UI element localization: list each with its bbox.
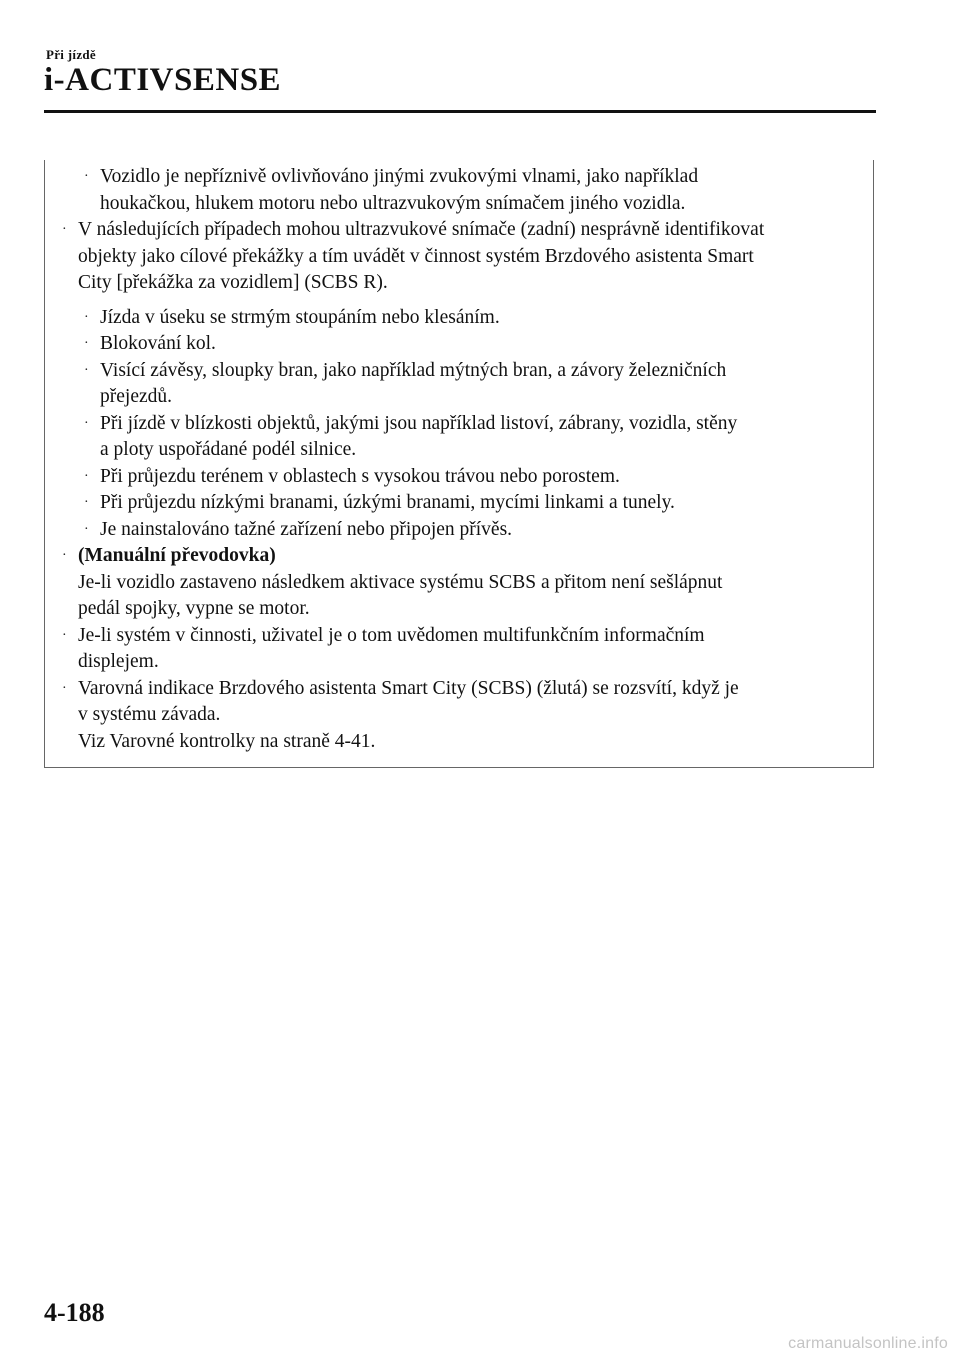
list-item xyxy=(56,217,866,297)
sub-list-item xyxy=(56,411,866,464)
bullet-icon: · xyxy=(84,309,89,325)
note-content xyxy=(56,164,866,755)
item-text-line: Při jízdě v blízkosti objektů, jakými jsou například listoví, zábrany, vozidla, stěny xyxy=(100,412,738,434)
list-item xyxy=(56,623,866,676)
chapter-title: i-ACTIVSENSE xyxy=(44,62,282,98)
sub-list-item xyxy=(56,358,866,411)
item-text-line: displejem. xyxy=(78,651,159,672)
item-heading: (Manuální převodovka) xyxy=(78,545,276,566)
item-text-line: Varovná indikace Brzdového asistenta Smart City (SCBS) (žlutá) se rozsvítí, když je xyxy=(78,677,739,699)
bullet-icon: · xyxy=(84,415,89,431)
sub-list-item xyxy=(56,331,866,358)
bullet-icon: · xyxy=(62,222,67,237)
bullet-icon: · xyxy=(84,169,89,184)
bullet-icon: · xyxy=(62,627,67,643)
sub-list-item xyxy=(56,164,866,217)
item-text-line: a ploty uspořádané podél silnice. xyxy=(100,439,357,460)
item-text-line: v systému závada. xyxy=(78,704,221,725)
bullet-icon: · xyxy=(84,362,89,378)
bullet-icon: · xyxy=(84,495,89,510)
item-text-line: Jízda v úseku se strmým stoupáním nebo klesáním. xyxy=(100,306,500,328)
item-text-line: Je-li systém v činnosti, uživatel je o tom uvědomen multifunkčním informačním xyxy=(78,624,705,646)
sub-list-item xyxy=(56,490,866,517)
bullet-icon: · xyxy=(84,468,89,484)
sub-list-item xyxy=(56,464,866,491)
item-text-line: Vozidlo je nepříznivě ovlivňováno jinými zvukovými vlnami, jako například xyxy=(100,166,699,187)
sub-list-item xyxy=(56,305,866,332)
item-text-line: Je nainstalováno tažné zařízení nebo připojen přívěs. xyxy=(100,518,513,540)
sub-list-item xyxy=(56,517,866,544)
list-item xyxy=(56,543,866,623)
list-item xyxy=(56,676,866,756)
watermark: carmanualsonline.info xyxy=(788,1335,948,1352)
item-text-line: City [překážka za vozidlem] (SCBS R). xyxy=(78,272,388,293)
item-text-line: Viz Varovné kontrolky na straně 4-41. xyxy=(78,730,376,752)
section-label: Při jízdě xyxy=(46,47,96,62)
item-text-line: Visící závěsy, sloupky bran, jako například mýtných bran, a závory železničních xyxy=(100,359,727,381)
item-text-line: pedál spojky, vypne se motor. xyxy=(78,598,310,619)
bullet-icon: · xyxy=(84,336,89,351)
item-text-line: objekty jako cílové překážky a tím uvádět v činnost systém Brzdového asistenta Smart xyxy=(78,245,754,267)
item-text-line: Blokování kol. xyxy=(100,333,216,354)
item-text-line: přejezdů. xyxy=(100,386,173,407)
item-text-line: houkačkou, hlukem motoru nebo ultrazvukovým snímačem jiného vozidla. xyxy=(100,192,686,214)
item-text-line: Při průjezdu nízkými branami, úzkými branami, mycími linkami a tunely. xyxy=(100,492,675,513)
item-text-line: Je-li vozidlo zastaveno následkem aktivace systému SCBS a přitom není sešlápnut xyxy=(78,571,723,593)
bullet-icon: · xyxy=(62,680,67,696)
bullet-icon: · xyxy=(62,548,67,563)
title-rule xyxy=(44,110,876,113)
item-text-line: Při průjezdu terénem v oblastech s vysokou trávou nebo porostem. xyxy=(100,465,620,487)
item-text-line: V následujících případech mohou ultrazvukové snímače (zadní) nesprávně identifikovat xyxy=(78,219,765,240)
bullet-icon: · xyxy=(84,521,89,537)
page-number: 4-188 xyxy=(44,1298,105,1327)
